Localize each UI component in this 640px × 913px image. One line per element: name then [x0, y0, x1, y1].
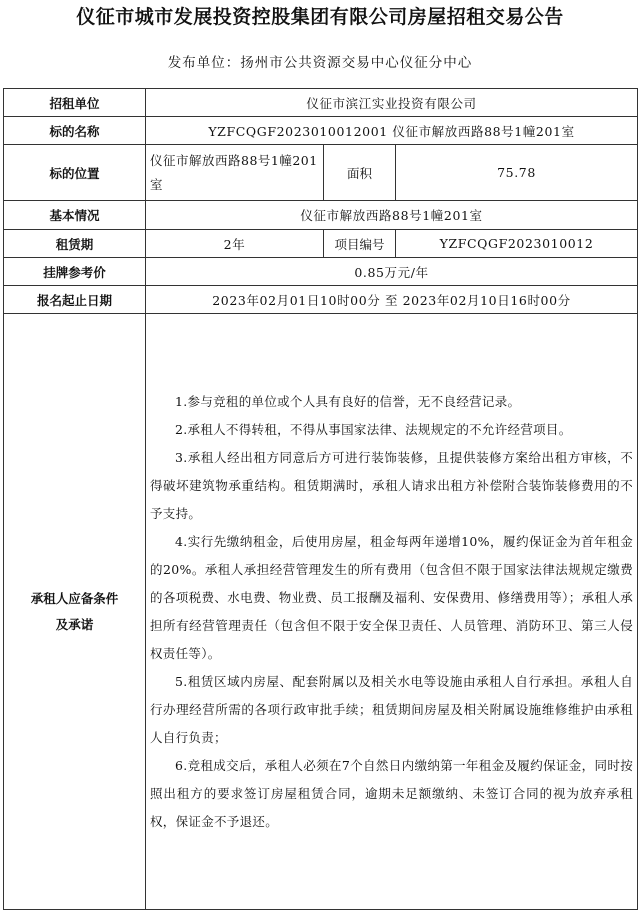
location-value: 仪征市解放西路88号1幢201室 [146, 145, 324, 201]
clause-4: 4.实行先缴纳租金，后使用房屋，租金每两年递增10%，履约保证金为首年租金的20%。承租人承担经营管理发生的所有费用（包含但不限于国家法律法规规定缴费的各项税费、水电费、物业费、员工报酬及福利、安保费用、修缮费用等）；承租人承担所有经营管理责任（包含但不限于安全保卫责任、人员管理、消防环卫、第三人侵权责任等）。 [150, 533, 634, 661]
row-term [4, 230, 638, 258]
clause-1: 1.参与竞租的单位或个人具有良好的信誉，无不良经营记录。 [175, 393, 521, 409]
project-number-value: YZFCQGF2023010012 [396, 230, 638, 258]
clause-6: 6.竞租成交后，承租人必须在7个自然日内缴纳第一年租金及履约保证金，同时按照出租方的要求签订房屋租赁合同，逾期未足额缴纳、未签订合同的视为放弃承租权，保证金不予退还。 [150, 757, 634, 829]
row-subject [4, 117, 638, 145]
row-period [4, 286, 638, 314]
row-basic [4, 201, 638, 230]
term-value: 2年 [146, 230, 324, 258]
period-label: 报名起止日期 [4, 286, 146, 314]
row-location [4, 145, 638, 201]
unit-value: 仪征市滨江实业投资有限公司 [146, 89, 638, 117]
clause-5: 5.租赁区域内房屋、配套附属以及相关水电等设施由承租人自行承担。承租人自行办理经营所需的各项行政审批手续；租赁期间房屋及相关附属设施维修维护由承租人自行负责； [150, 673, 634, 745]
project-number-label: 项目编号 [324, 230, 396, 258]
area-label: 面积 [324, 145, 396, 201]
clause-3: 3.承租人经出租方同意后方可进行装饰装修，且提供装修方案给出租方审核，不得破坏建筑物承重结构。租赁期满时，承租人请求出租方补偿附合装饰装修费用的不予支持。 [150, 449, 634, 521]
location-label: 标的位置 [4, 145, 146, 201]
conditions-label-line2: 及承诺 [55, 616, 94, 632]
row-unit [4, 89, 638, 117]
subject-label: 标的名称 [4, 117, 146, 145]
basic-value: 仪征市解放西路88号1幢201室 [146, 201, 638, 230]
conditions-label-line1: 承租人应备条件 [30, 590, 119, 606]
unit-label: 招租单位 [4, 89, 146, 117]
conditions-content [146, 314, 638, 910]
period-value: 2023年02月01日10时00分 至 2023年02月10日16时00分 [146, 286, 638, 314]
publisher-line: 发布单位：扬州市公共资源交易中心仪征分中心 [167, 55, 473, 71]
notice-title: 仪征市城市发展投资控股集团有限公司房屋招租交易公告 [76, 6, 564, 28]
price-label: 挂牌参考价 [4, 258, 146, 286]
row-conditions [4, 314, 638, 910]
price-value: 0.85万元/年 [146, 258, 638, 286]
conditions-label [4, 314, 146, 910]
lease-notice-table [3, 88, 638, 910]
basic-label: 基本情况 [4, 201, 146, 230]
row-price [4, 258, 638, 286]
clause-2: 2.承租人不得转租，不得从事国家法律、法规规定的不允许经营项目。 [175, 421, 572, 437]
area-value: 75.78 [396, 145, 638, 201]
term-label: 租赁期 [4, 230, 146, 258]
subject-value: YZFCQGF2023010012001 仪征市解放西路88号1幢201室 [146, 117, 638, 145]
